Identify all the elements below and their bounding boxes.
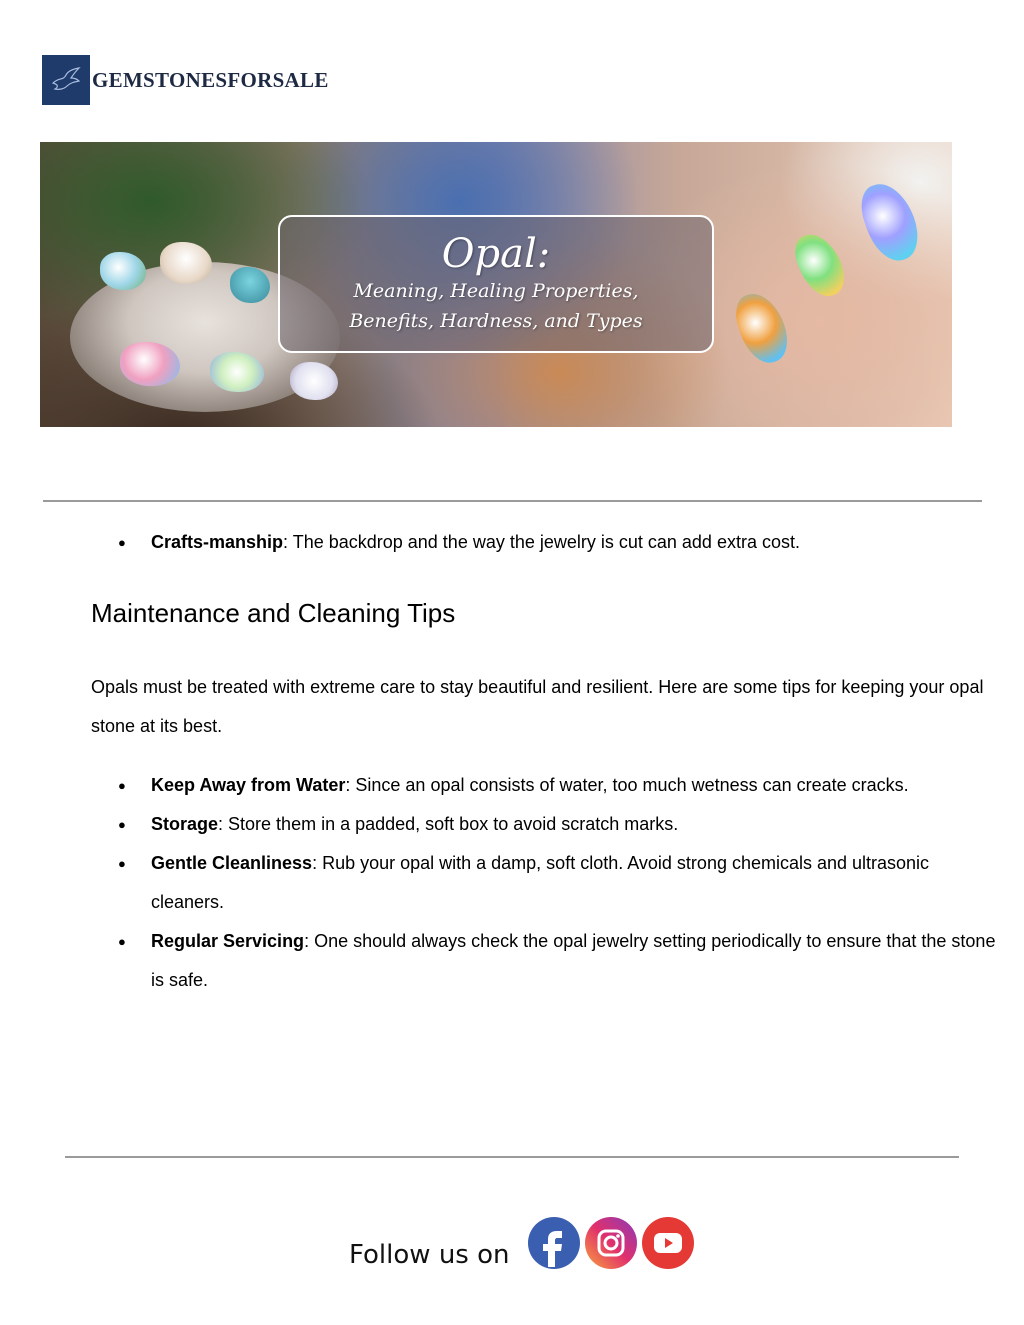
section-heading: Maintenance and Cleaning Tips (91, 598, 456, 628)
follow-us-label: Follow us on (349, 1240, 510, 1270)
list-item-text: : The backdrop and the way the jewelry is cut can add extra cost. (283, 532, 800, 552)
list-item-text: : Rub your opal with a damp, soft cloth. Avoid strong chemicals and ultrasonic cleaners. (151, 853, 930, 912)
banner-subtitle-line2: Benefits, Hardness, and Types (349, 310, 643, 332)
instagram-icon[interactable] (585, 1217, 637, 1269)
bottom-divider (65, 1156, 959, 1158)
list-item-term: Keep Away from Water (151, 775, 346, 795)
list-item-text: : Since an opal consists of water, too much wetness can create cracks. (345, 775, 909, 795)
cost-factors-list (118, 523, 800, 562)
youtube-icon[interactable] (642, 1217, 694, 1269)
banner-title: Opal: (441, 231, 551, 277)
intro-paragraph: Opals must be treated with extreme care to stay beautiful and resilient. Here are some tips for keeping your opal stone at its best. (91, 677, 984, 736)
list-item-term: Crafts-manship (151, 532, 284, 552)
list-item (118, 922, 998, 1000)
site-logo[interactable] (42, 55, 329, 105)
top-divider (43, 500, 982, 502)
list-item (118, 523, 800, 562)
list-item-term: Gentle Cleanliness (151, 853, 313, 873)
list-item (118, 766, 998, 805)
list-item-term: Storage (151, 814, 219, 834)
banner-title-card (278, 215, 714, 353)
facebook-icon[interactable] (528, 1217, 580, 1269)
list-item-term: Regular Servicing (151, 931, 305, 951)
bird-icon (42, 55, 90, 105)
list-item-text: : One should always check the opal jewelry setting periodically to ensure that the stone is safe. (151, 931, 996, 990)
logo-text: GEMSTONESFORSALE (92, 67, 329, 92)
hero-banner (40, 142, 952, 427)
list-item (118, 805, 998, 844)
list-item-text: : Store them in a padded, soft box to avoid scratch marks. (218, 814, 679, 834)
banner-subtitle-line1: Meaning, Healing Properties, (353, 280, 639, 302)
tips-list (118, 766, 998, 1000)
list-item (118, 844, 998, 922)
